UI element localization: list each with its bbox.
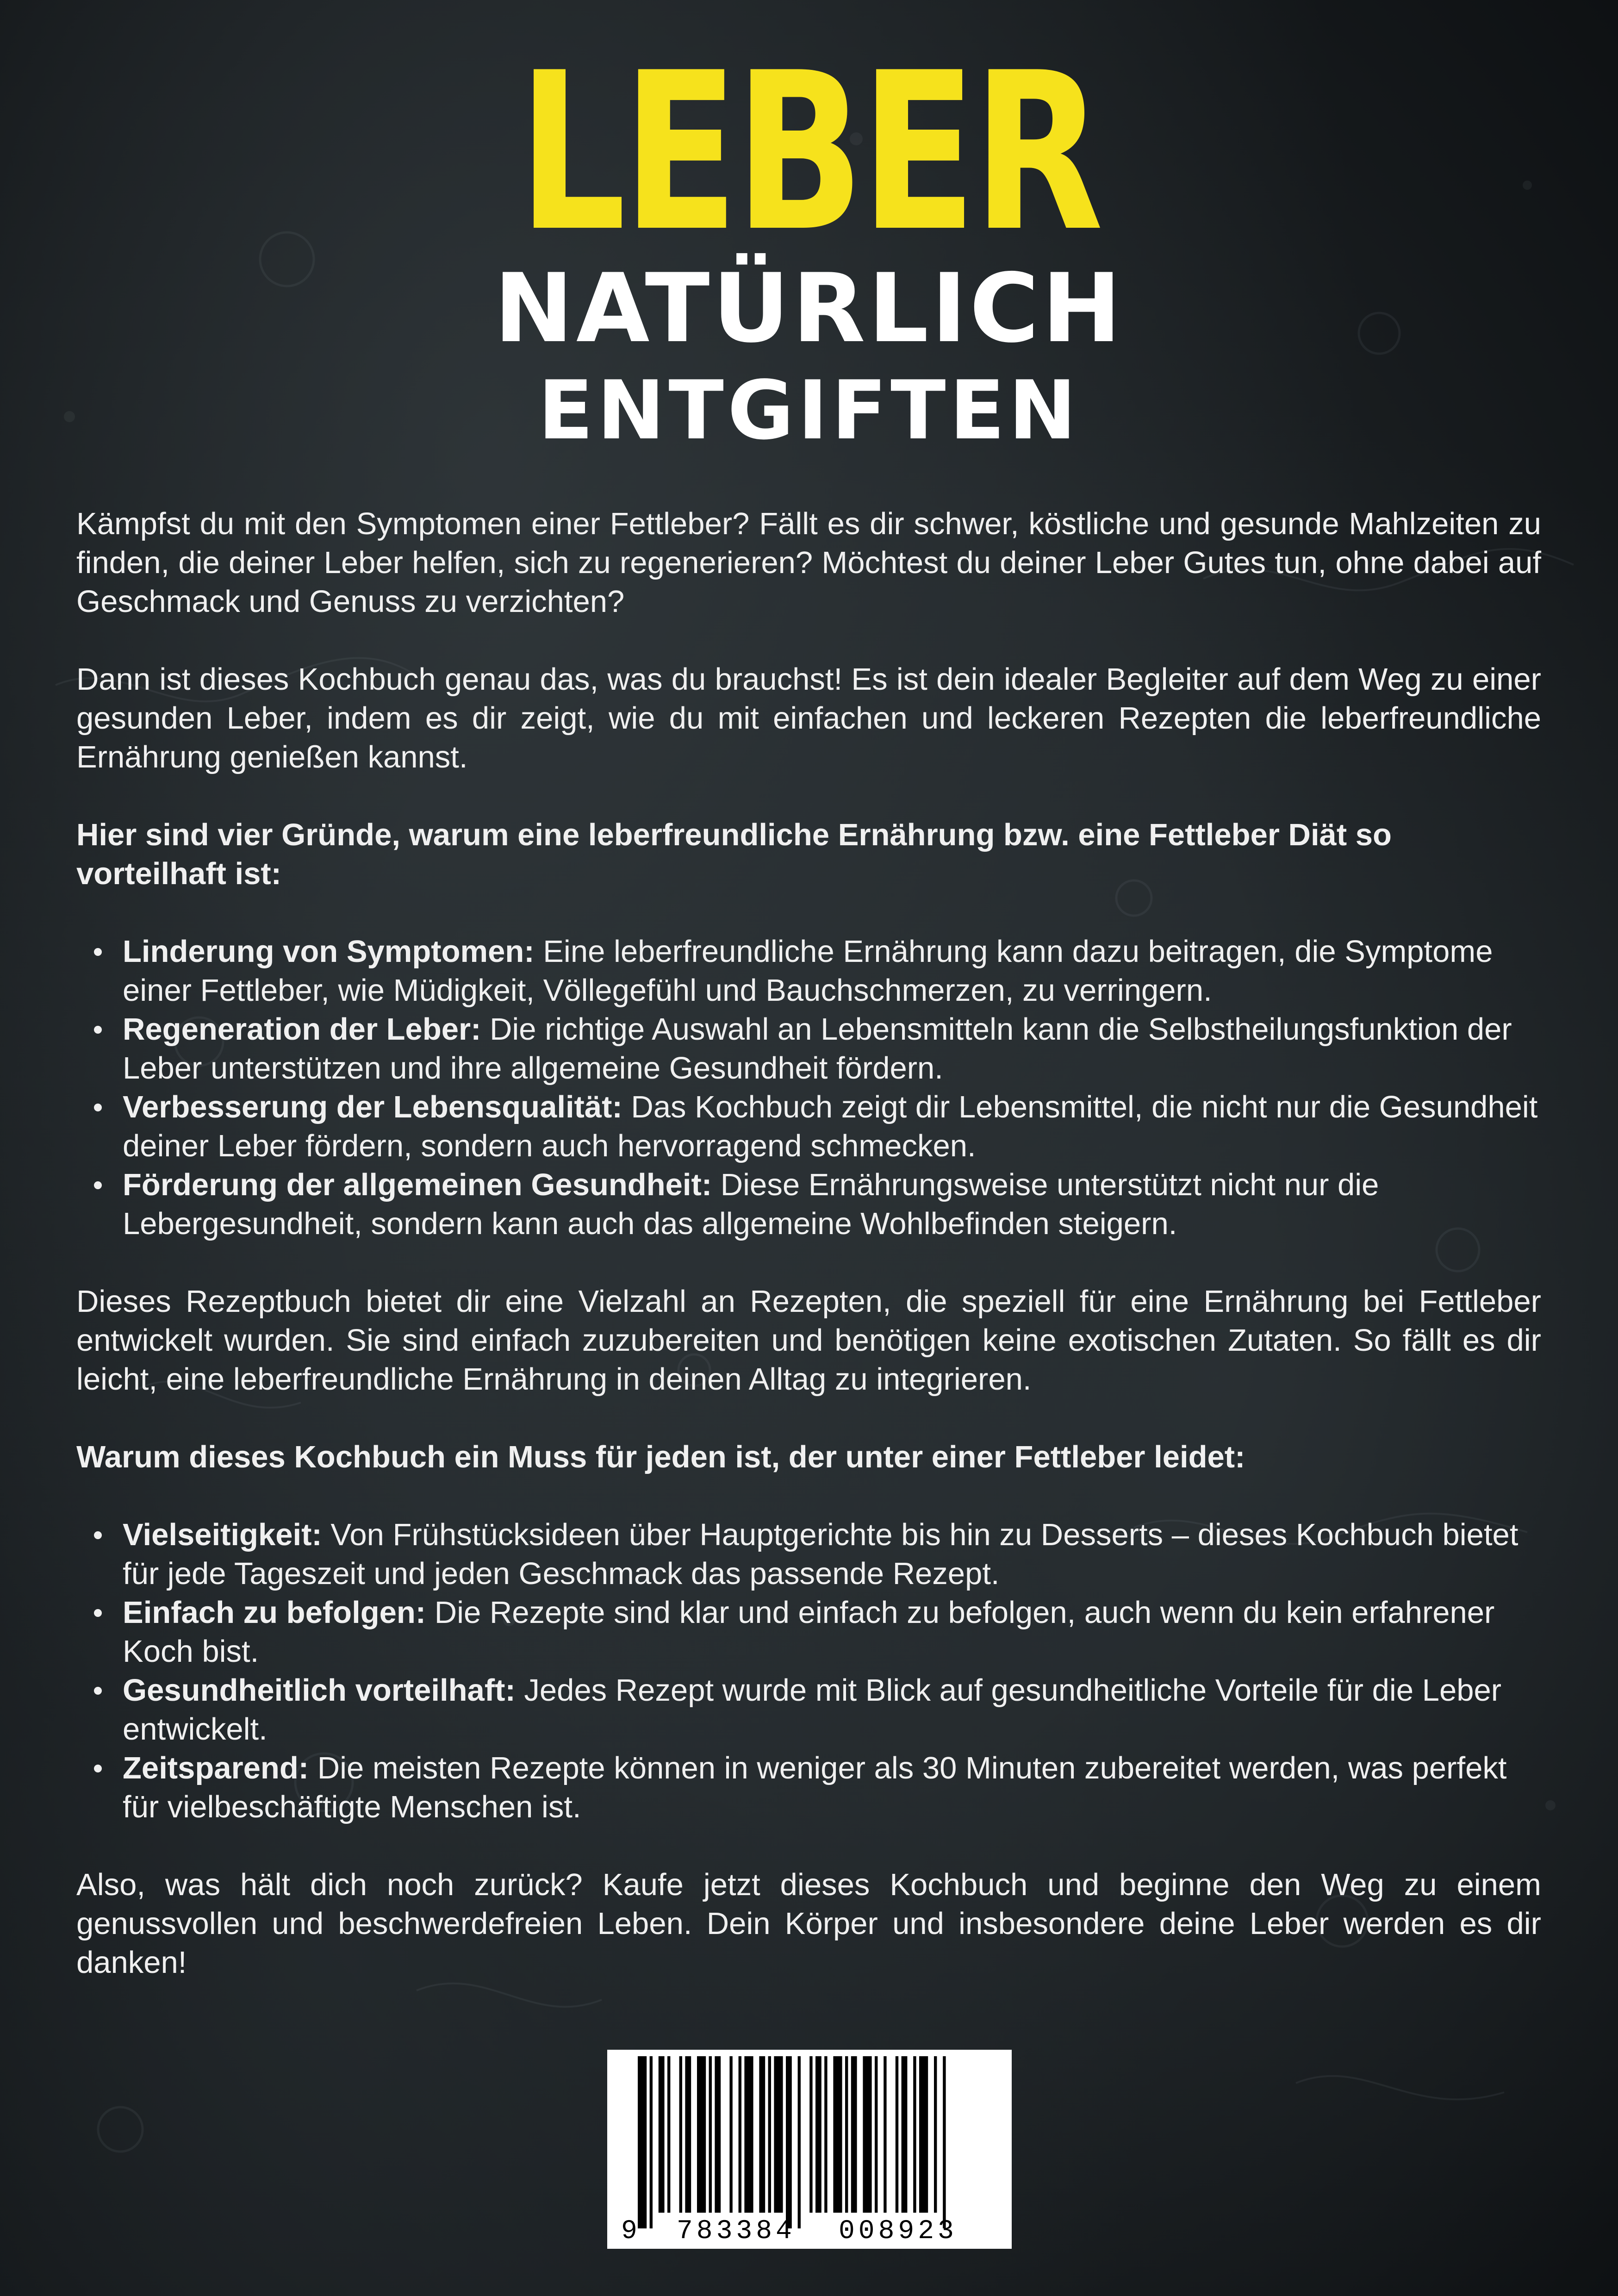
middle-paragraph: Dieses Rezeptbuch bietet dir eine Vielzahl an Rezepten, die speziell für eine Ernährung bei Fettleber entwickelt wurden. Sie sind einfach zuzubereiten und benötigen keine exotischen Zutaten. So fällt es dir leicht, eine leberfreundliche Ernährung in deinen Alltag zu integrieren. (76, 1284, 1541, 1397)
barcode-bar (902, 2056, 908, 2213)
barcode-bar (943, 2056, 946, 2228)
list-item (123, 1671, 1541, 1749)
list-item-label: Verbesserung der Lebensqualität: (123, 1090, 622, 1124)
list-item-text: Die richtige Auswahl an Lebensmitteln kann die Selbstheilungsfunktion der Leber unterstützen und ihre allgemeine Gesundheit fördern. (123, 1012, 1512, 1086)
intro-paragraph-1: Kämpfst du mit den Symptomen einer Fettleber? Fällt es dir schwer, köstliche und gesunde Mahlzeiten zu finden, die deiner Leber helfen, sich zu regenerieren? Möchtest du deiner Leber Gutes tun, ohne dabei auf Geschmack und Genuss zu verzichten? (76, 506, 1541, 619)
list-item-label: Regeneration der Leber: (123, 1012, 481, 1047)
barcode-bar (786, 2056, 792, 2228)
list-item (123, 932, 1541, 1010)
closing-paragraph: Also, was hält dich noch zurück? Kaufe jetzt dieses Kochbuch und beginne den Weg zu einem genussvollen und beschwerdefreien Leben. Dein Körper und insbesondere deine Leber werden es dir danken! (76, 1867, 1541, 1980)
list-item-label: Einfach zu befolgen: (123, 1595, 426, 1630)
barcode-bar (798, 2056, 801, 2228)
barcode-bar (729, 2056, 732, 2213)
list-item-label: Förderung der allgemeinen Gesundheit: (123, 1167, 712, 1202)
barcode-bar (650, 2056, 653, 2228)
barcode-bar (934, 2056, 937, 2213)
barcode-bar (715, 2056, 721, 2213)
list-item (123, 1088, 1541, 1166)
reasons-heading: Hier sind vier Gründe, warum eine leberfreundliche Ernährung bzw. eine Fettleber Diät so vorteilhaft ist: (76, 817, 1392, 891)
barcode-bar (709, 2056, 712, 2213)
barcode-bar (697, 2056, 706, 2213)
list-item-label: Linderung von Symptomen: (123, 934, 535, 969)
cover-subtitle-line1: NATÜRLICH (494, 254, 1124, 364)
intro-paragraph-2: Dann ist dieses Kochbuch genau das, was du brauchst! Es ist dein idealer Begleiter auf dem Weg zu einer gesunden Leber, indem es dir zeigt, wie du mit einfachen und leckeren Rezepten die leberfreundliche Ernährung genießen kannst. (76, 662, 1541, 774)
barcode-bar (744, 2056, 753, 2213)
list-item-label: Zeitsparend: (123, 1751, 309, 1785)
list-item-label: Vielseitigkeit: (123, 1517, 322, 1552)
barcode-bar (884, 2056, 886, 2213)
list-item (123, 1749, 1541, 1827)
barcode-bar (896, 2056, 898, 2213)
list-item-text: Das Kochbuch zeigt dir Lebensmittel, die nicht nur die Gesundheit deiner Leber fördern, sondern auch hervorragend schmecken. (123, 1090, 1538, 1163)
barcode (607, 2050, 1012, 2249)
barcode-bar (774, 2056, 783, 2213)
barcode-bar (845, 2056, 848, 2213)
back-cover-text (76, 505, 1541, 2021)
barcode-digit-first: 9 (621, 2216, 637, 2246)
barcode-bar (759, 2056, 765, 2213)
barcode-digits-right: 008923 (839, 2216, 958, 2246)
barcode-bar (815, 2056, 821, 2213)
barcode-bar (809, 2056, 812, 2213)
barcode-bar (638, 2056, 647, 2228)
barcode-bar (833, 2056, 842, 2213)
list-item-text: Diese Ernährungsweise unterstützt nicht nur die Lebergesundheit, sondern kann auch das allgemeine Wohlbefinden steigern. (123, 1167, 1379, 1241)
list-item (123, 1166, 1541, 1243)
barcode-bar (851, 2056, 857, 2213)
list-item-text: Die Rezepte sind klar und einfach zu befolgen, auch wenn du kein erfahrener Koch bist. (123, 1595, 1495, 1669)
barcode-bar (685, 2056, 691, 2213)
list-item-text: Die meisten Rezepte können in weniger als 30 Minuten zubereitet werden, was perfekt für vielbeschäftigte Menschen ist. (123, 1751, 1507, 1824)
barcode-bar (863, 2056, 871, 2213)
cover-title: LEBER (518, 26, 1100, 279)
barcode-bar (739, 2056, 741, 2213)
why-list (76, 1516, 1541, 1827)
barcode-bar (824, 2056, 827, 2213)
barcode-bar (679, 2056, 682, 2213)
list-item-label: Gesundheitlich vorteilhaft: (123, 1673, 516, 1708)
list-item (123, 1516, 1541, 1593)
barcode-bar (667, 2056, 670, 2213)
barcode-bar (768, 2056, 771, 2213)
list-item-text: Jedes Rezept wurde mit Blick auf gesundheitliche Vorteile für die Leber entwickelt. (123, 1673, 1502, 1747)
list-item-text: Von Frühstücksideen über Hauptgerichte bis hin zu Desserts – dieses Kochbuch bietet für jede Tageszeit und jeden Geschmack das passende Rezept. (123, 1517, 1518, 1591)
barcode-digits-left: 783384 (677, 2216, 796, 2246)
list-item-text: Eine leberfreundliche Ernährung kann dazu beitragen, die Symptome einer Fettleber, wie Müdigkeit, Völlegefühl und Bauchschmerzen, zu verringern. (123, 934, 1493, 1008)
barcode-digits (607, 2217, 1012, 2246)
barcode-bar (919, 2056, 928, 2213)
why-heading: Warum dieses Kochbuch ein Muss für jeden ist, der unter einer Fettleber leidet: (76, 1440, 1245, 1474)
barcode-bar (913, 2056, 916, 2213)
list-item (123, 1010, 1541, 1088)
list-item (123, 1593, 1541, 1671)
reasons-list (76, 932, 1541, 1243)
barcode-bar (659, 2056, 665, 2213)
cover-subtitle-line2: ENTGIFTEN (538, 364, 1080, 458)
barcode-bar (875, 2056, 877, 2213)
